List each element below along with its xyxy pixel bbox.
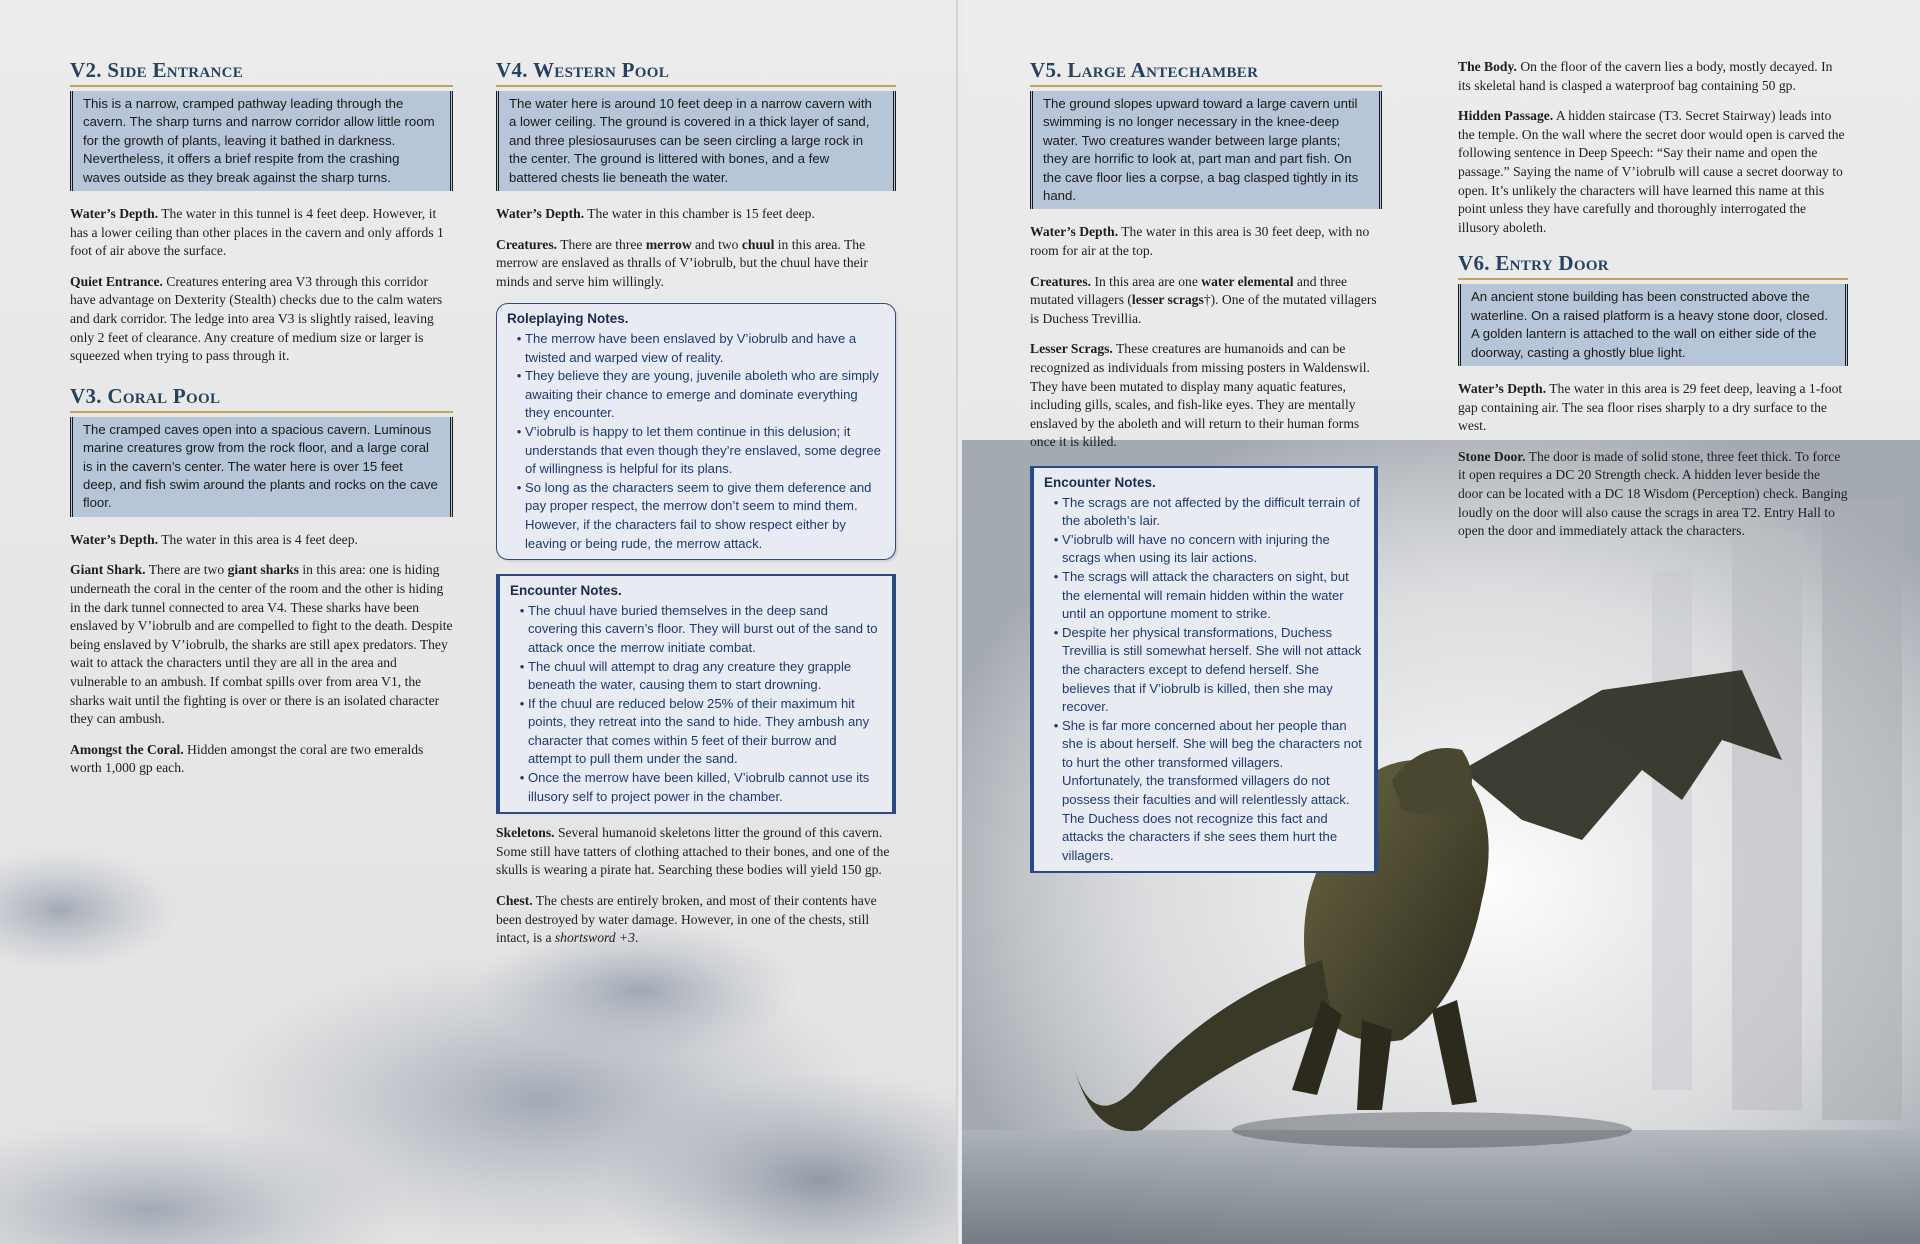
label-creatures: Creatures. — [1030, 273, 1092, 289]
read-aloud-box-v2: This is a narrow, cramped pathway leading through the cavern. The sharp turns and narrow corridor allow little room for the growth of plants, leaving it bathed in darkness. Nevertheless, it offers a brief respite from the crashing waves outside as they break against the sharp turns. — [70, 91, 453, 191]
label-water-depth: Water’s Depth. — [1030, 224, 1119, 240]
creature-lesser-scrags: lesser scrags — [1131, 292, 1204, 308]
text-creatures-a: In this area are one — [1091, 273, 1202, 289]
encounter-note-item: • V’iobrulb will have no concern with injuring the scrags when using its lair actions. — [1062, 531, 1362, 568]
left-column-2 — [496, 58, 896, 960]
encounter-note-item: • Despite her physical transformations, Duchess Trevillia is still somewhat herself. She will not attack the characters except to defend herself. She believes that if V’iobrulb is killed, then she may recover. — [1062, 624, 1362, 717]
text-stone-door: The door is made of solid stone, three feet thick. To force it open requires a DC 20 Strength check. A hidden lever beside the door can be located with a DC 18 Wisdom (Perception) check. Banging loudly on the door will also cause the scrags in area T2. Entry Hall to open the door and immediately attack the characters. — [1458, 448, 1848, 539]
label-amongst-coral: Amongst the Coral. — [70, 741, 184, 757]
paragraph-v2-quiet-entrance — [70, 273, 453, 366]
encounter-notes-box-v5 — [1030, 466, 1378, 873]
text-the-body: On the floor of the cavern lies a body, mostly decayed. In its skeletal hand is clasped a waterproof bag containing 50 gp. — [1458, 59, 1833, 93]
paragraph-v4-water-depth — [496, 205, 896, 224]
right-column-2 — [1458, 58, 1848, 553]
label-lesser-scrags: Lesser Scrags. — [1030, 341, 1113, 357]
paragraph-v6-stone-door — [1458, 448, 1848, 541]
paragraph-v4-chest — [496, 892, 896, 948]
text-skeletons: Several humanoid skeletons litter the ground of this cavern. Some still have tatters of clothing attached to their bones, and one of the skulls is wearing a pirate hat. Searching these bodies will yield 150 gp. — [496, 825, 890, 878]
left-column-1 — [70, 58, 453, 790]
roleplaying-note-item: • So long as the characters seem to give them deference and pay proper respect, the merrow don’t seem to mind them. However, if the characters fail to show respect either by leaving or being rude, the merrow attack. — [525, 479, 883, 553]
paragraph-v4-creatures — [496, 236, 896, 292]
paragraph-v5-creatures — [1030, 273, 1382, 329]
section-heading-v6: V6. Entry Door — [1458, 251, 1848, 280]
label-water-depth: Water’s Depth. — [496, 206, 585, 222]
text-chest-end: . — [634, 930, 639, 946]
label-giant-shark: Giant Shark. — [70, 562, 146, 578]
read-aloud-box-v5: The ground slopes upward toward a large cavern until swimming is no longer necessary in the knee-deep water. Two creatures wander between large plants; they are horrific to look at, part man and part fish. On the cave floor lies a corpse, a bag clasped tightly in its hand. — [1030, 91, 1382, 209]
encounter-note-item: • The scrags are not affected by the difficult terrain of the aboleth’s lair. — [1062, 494, 1362, 531]
label-quiet-entrance: Quiet Entrance. — [70, 273, 163, 289]
creature-merrow: merrow — [645, 236, 692, 252]
text-water-depth: The water in this area is 29 feet deep, leaving a 1-foot gap containing air. The sea floor rises sharply to a dry surface to the west. — [1458, 380, 1843, 434]
dagger-mark: † — [1203, 292, 1211, 308]
paragraph-v3-giant-shark — [70, 561, 453, 728]
encounter-note-item: • The chuul have buried themselves in the deep sand covering this cavern’s floor. They will burst out of the sand to attack once the merrow initiate combat. — [528, 602, 880, 658]
paragraph-v5-water-depth — [1030, 223, 1382, 260]
text-amongst-coral: Hidden amongst the coral are two emeralds worth 1,000 gp each. — [70, 741, 424, 776]
paragraph-v5-the-body — [1458, 58, 1848, 95]
encounter-notes-box-v4 — [496, 574, 896, 814]
roleplaying-note-item: • The merrow have been enslaved by V’iobrulb and have a twisted and warped view of reality. — [525, 330, 883, 367]
read-aloud-box-v6: An ancient stone building has been constructed above the waterline. On a raised platform is a heavy stone door, closed. A golden lantern is attached to the wall on either side of the doorway, casting a ghostly blue light. — [1458, 284, 1848, 366]
text-creatures-b: and three mutated villagers ( — [1030, 273, 1348, 308]
text-water-depth: The water in this area is 30 feet deep, with no room for air at the top. — [1030, 224, 1370, 259]
label-skeletons: Skeletons. — [496, 825, 555, 841]
creature-chuul: chuul — [741, 236, 775, 252]
label-creatures: Creatures. — [496, 236, 558, 252]
text-creatures-a: There are three — [557, 236, 646, 252]
text-water-depth: The water in this tunnel is 4 feet deep. However, it has a lower ceiling than other places in the cavern and only affords 1 foot of air above the surface. — [70, 206, 444, 259]
label-water-depth: Water’s Depth. — [70, 531, 159, 547]
text-water-depth: The water in this chamber is 15 feet deep. — [584, 206, 815, 222]
paragraph-v5-hidden-passage — [1458, 107, 1848, 237]
label-stone-door: Stone Door. — [1458, 448, 1526, 464]
encounter-notes-list — [510, 602, 880, 807]
paragraph-v6-water-depth — [1458, 380, 1848, 436]
encounter-notes-list — [1044, 494, 1362, 866]
read-aloud-box-v4: The water here is around 10 feet deep in a narrow cavern with a lower ceiling. The ground is covered in a thick layer of sand, and three plesiosauruses can be seen circling a large rock in the center. The ground is littered with bones, and a few battered chests lie beneath the water. — [496, 91, 896, 191]
label-chest: Chest. — [496, 893, 533, 909]
item-shortsword: shortsword +3 — [554, 930, 635, 946]
roleplaying-notes-title: Roleplaying Notes. — [507, 311, 629, 327]
creature-giant-sharks: giant sharks — [227, 562, 299, 578]
read-aloud-box-v3: The cramped caves open into a spacious cavern. Luminous marine creatures grow from the rock floor, and a large coral is in the cavern’s center. The water here is over 15 feet deep, and fish swim around the plants and rocks on the cave floor. — [70, 417, 453, 517]
text-creatures-c: in this area. The merrow are enslaved as thralls of V’iobrulb, but the chuul have their minds and serve him willingly. — [496, 236, 868, 289]
text-giant-shark-b: in this area: one is hiding underneath the coral in the center of the room and the other is hiding in the dark tunnel connected to area V4. These sharks have been enslaved by V’iobrulb and are compelled to fight to the death. Despite being enslaved by V’iobrulb, the sharks are still apex predators. They wait to attack the characters until they are all in the area and vulnerable to an ambush. If combat spills over from area V1, the sharks wait until the fighting is over or there is an isolated character they can ambush. — [70, 562, 453, 727]
section-heading-v4: V4. Western Pool — [496, 58, 896, 87]
label-water-depth: Water’s Depth. — [70, 206, 159, 222]
roleplaying-notes-list — [507, 330, 883, 553]
label-water-depth: Water’s Depth. — [1458, 380, 1547, 396]
text-chest: The chests are entirely broken, and most of their contents have been destroyed by water damage. However, in one of the chests, still intact, is a — [496, 893, 877, 946]
section-heading-v3: V3. Coral Pool — [70, 384, 453, 413]
encounter-note-item: • The chuul will attempt to drag any creature they grapple beneath the water, causing them to start drowning. — [528, 658, 880, 695]
encounter-note-item: • If the chuul are reduced below 25% of their maximum hit points, they retreat into the sand to hide. They ambush any character that comes within 5 feet of their burrow and attempt to pull them under the sand. — [528, 695, 880, 769]
text-hidden-passage: A hidden staircase (T3. Secret Stairway) leads into the temple. On the wall where the secret door would open is carved the following sentence in Deep Speech: “Say their name and open the passage.” Saying the name of V’iobrulb will cause a secret doorway to open. It’s unlikely the characters will have learned this name at this point unless they have carefully and thoroughly interrogated the illusory aboleth. — [1458, 108, 1845, 235]
encounter-note-item: • Once the merrow have been killed, V’iobrulb cannot use its illusory self to project power in the chamber. — [528, 769, 880, 806]
paragraph-v3-water-depth — [70, 531, 453, 550]
label-hidden-passage: Hidden Passage. — [1458, 108, 1554, 124]
text-creatures-b: and two — [691, 236, 742, 252]
paragraph-v5-lesser-scrags — [1030, 340, 1382, 452]
text-lesser-scrags: These creatures are humanoids and can be recognized as individuals from missing posters in Waldenswil. They have been mutated to display many aquatic features, including gills, scales, and fish-like eyes. They are mentally enslaved by the aboleth and will return to their human forms once it is killed. — [1030, 341, 1370, 450]
creature-water-elemental: water elemental — [1201, 273, 1294, 289]
roleplaying-notes-box — [496, 303, 896, 560]
roleplaying-note-item: • They believe they are young, juvenile aboleth who are simply awaiting their chance to emerge and dominate everything they encounter. — [525, 367, 883, 423]
encounter-notes-title: Encounter Notes. — [1044, 474, 1156, 490]
paragraph-v2-water-depth — [70, 205, 453, 261]
encounter-notes-title: Encounter Notes. — [510, 583, 622, 599]
encounter-note-item: • The scrags will attack the characters on sight, but the elemental will remain hidden within the water until an opportune moment to strike. — [1062, 568, 1362, 624]
section-heading-v5: V5. Large Antechamber — [1030, 58, 1382, 87]
text-quiet-entrance: Creatures entering area V3 through this corridor have advantage on Dexterity (Stealth) checks due to the calm waters and dark corridor. The ledge into area V3 is slightly raised, leaving only 2 feet of clearance. Any creature of medium size or larger is squeezed when trying to pass through it. — [70, 273, 443, 364]
paragraph-v3-amongst-coral — [70, 741, 453, 778]
paragraph-v4-skeletons — [496, 824, 896, 880]
text-water-depth: The water in this area is 4 feet deep. — [158, 531, 358, 547]
right-page — [962, 0, 1920, 1244]
roleplaying-note-item: • V’iobrulb is happy to let them continue in this delusion; it understands that even though they’re enslaved, some degree of willingness is helpful for its plans. — [525, 423, 883, 479]
label-the-body: The Body. — [1458, 59, 1517, 74]
right-column-1 — [1030, 58, 1382, 883]
section-heading-v2: V2. Side Entrance — [70, 58, 453, 87]
encounter-note-item: • She is far more concerned about her people than she is about herself. She will beg the characters not to hurt the other transformed villagers. Unfortunately, the transformed villagers do not possess their faculties and will relentlessly attack. The Duchess does not recognize this fact and attacks the characters if she sees them hurt the villagers. — [1062, 717, 1362, 866]
text-creatures-c: ). One of the mutated villagers is Duchess Trevillia. — [1030, 292, 1377, 326]
left-page — [0, 0, 958, 1244]
text-giant-shark-a: There are two — [145, 562, 228, 578]
